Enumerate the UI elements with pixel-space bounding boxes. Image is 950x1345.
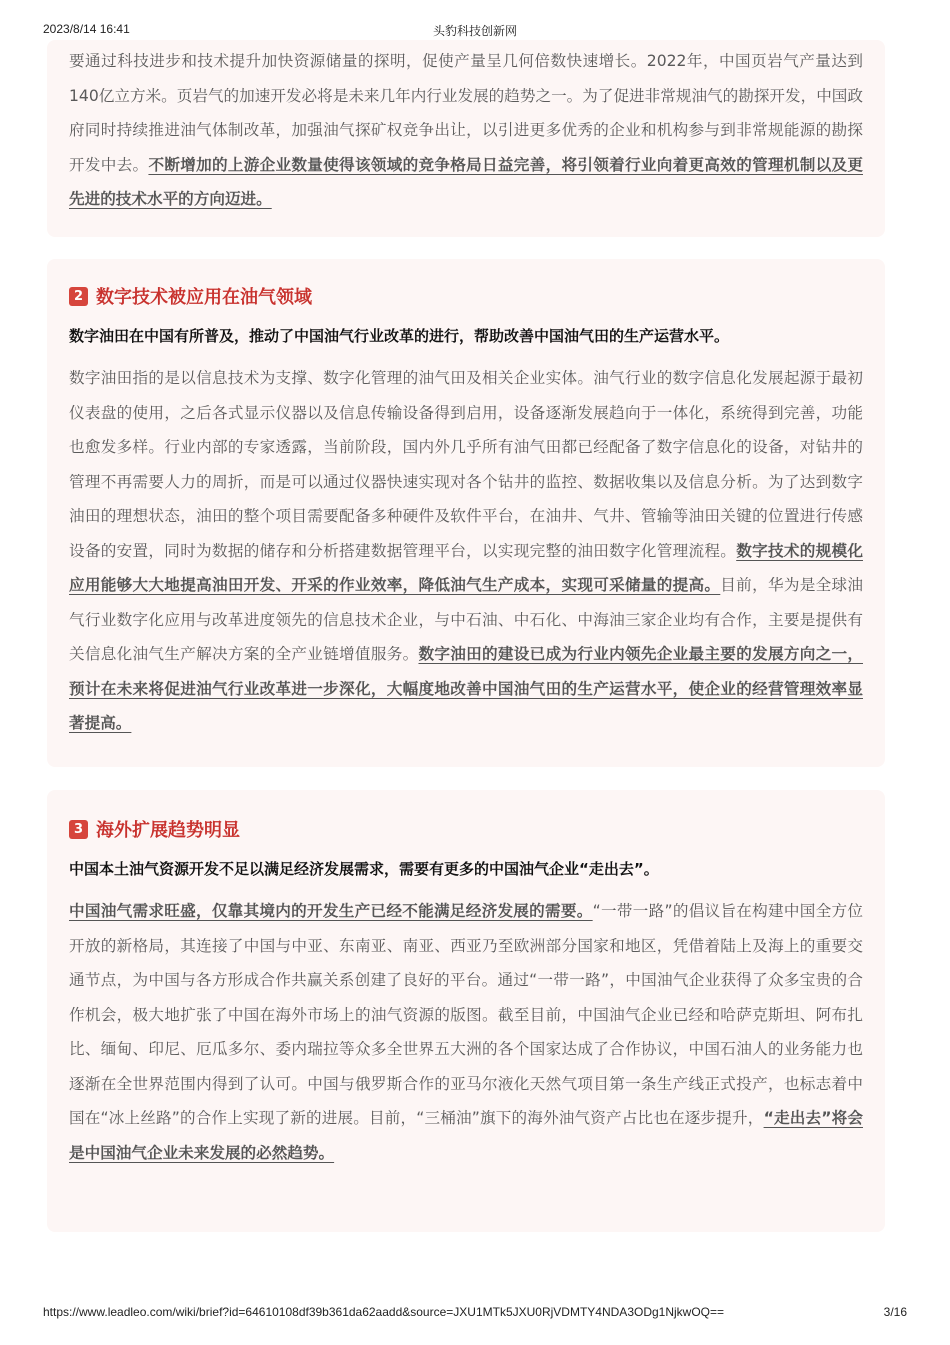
section-card-2 [47,259,885,767]
section3-text1: “一带一路”的倡议旨在构建中国全方位开放的新格局，其连接了中国与中亚、东南亚、南亚、西亚乃至欧洲部分国家和地区，凭借着陆上及海上的重要交通节点，为中国与各方形成合作共赢关系创建了良好的平台。通过“一带一路”，中国油气企业获得了众多宝贵的合作机会，极大地扩张了中国在海外市场上的油气资源的版图。截至目前，中国油气企业已经和哈萨克斯坦、阿布扎比、缅甸、印尼、厄瓜多尔、委内瑞拉等众多全世界五大洲的各个国家达成了合作协议，中国石油人的业务能力也逐渐在全世界范围内得到了认可。中国与俄罗斯合作的亚马尔液化天然气项目第一条生产线正式投产，也标志着中国在“冰上丝路”的合作上实现了新的进展。目前，“三桶油”旗下的海外油气资产占比也在逐步提升， [69,902,863,1127]
section2-number-badge: 2 [69,287,88,306]
section-card-1 [47,40,885,237]
section3-paragraph [69,894,863,1170]
site-name: 头豹科技创新网 [432,24,517,38]
section2-text1: 数字油田指的是以信息技术为支撑、数字化管理的油气田及相关企业实体。油气行业的数字信息化发展起源于最初仪表盘的使用，之后各式显示仪器以及信息传输设备得到启用，设备逐渐发展趋向于一体化，系统得到完善，功能也愈发多样。行业内部的专家透露，当前阶段，国内外几乎所有油气田都已经配备了数字信息化的设备，对钻井的管理不再需要人力的周折，而是可以通过仪器快速实现对各个钻井的监控、数据收集以及信息分析。为了达到数字油田的理想状态，油田的整个项目需要配备多种硬件及软件平台，在油井、气井、管输等油田关键的位置进行传感设备的安置，同时为数据的储存和分析搭建数据管理平台，以实现完整的油田数字化管理流程。 [69,369,863,560]
section3-lead: 中国本土油气资源开发不足以满足经济发展需求，需要有更多的中国油气企业“走出去”。 [69,860,659,878]
section1-text: 要通过科技进步和技术提升加快资源储量的探明，促使产量呈几何倍数快速增长。2022年，中国页岩气产量达到140亿立方米。页岩气的加速开发必将是未来几年内行业发展的趋势之一。为了促进非常规油气的勘探开发，中国政府同时持续推进油气体制改革，加强油气探矿权竞争出让，以引进更多优秀的企业和机构参与到非常规能源的勘探开发中去。 [69,52,863,174]
section3-number-badge: 3 [69,820,88,839]
section3-highlight1: 中国油气需求旺盛，仅靠其境内的开发生产已经不能满足经济发展的需要。 [69,902,593,920]
print-datetime: 2023/8/14 16:41 [43,22,130,36]
section2-highlight1: 数字技术的规模化应用能够大大地提高油田开发、开采的作业效率，降低油气生产成本，实现可采储量的提高。 [69,541,863,594]
page-number: 3/16 [883,1305,907,1319]
section3-title: 海外扩展趋势明显 [96,820,240,841]
section2-title: 数字技术被应用在油气领域 [96,287,312,308]
section3-highlight2: “走出去”将会是中国油气企业未来发展的必然趋势。 [69,1109,863,1162]
section3-heading [69,814,863,844]
page-url: https://www.leadleo.com/wiki/brief?id=64610108df39b361da62aadd&source=JXU1MTk5JXU0RjVDMTY4NDA3ODg1NjkwOQ== [43,1305,725,1319]
section2-paragraph [69,361,863,741]
section2-lead: 数字油田在中国有所普及，推动了中国油气行业改革的进行，帮助改善中国油气田的生产运营水平。 [69,327,730,345]
section2-highlight2: 数字油田的建设已成为行业内领先企业最主要的发展方向之一，预计在未来将促进油气行业改革进一步深化，大幅度地改善中国油气田的生产运营水平，使企业的经营管理效率显著提高。 [69,645,863,732]
section1-highlight: 不断增加的上游企业数量使得该领域的竞争格局日益完善，将引领着行业向着更高效的管理机制以及更先进的技术水平的方向迈进。 [69,155,863,208]
section-card-3 [47,790,885,1232]
section2-heading [69,281,863,311]
section2-text2: 目前，华为是全球油气行业数字化应用与改革进度领先的信息技术企业，与中石油、中石化、中海油三家企业均有合作，主要是提供有关信息化油气生产解决方案的全产业链增值服务。 [69,576,863,663]
section1-paragraph [69,44,863,217]
